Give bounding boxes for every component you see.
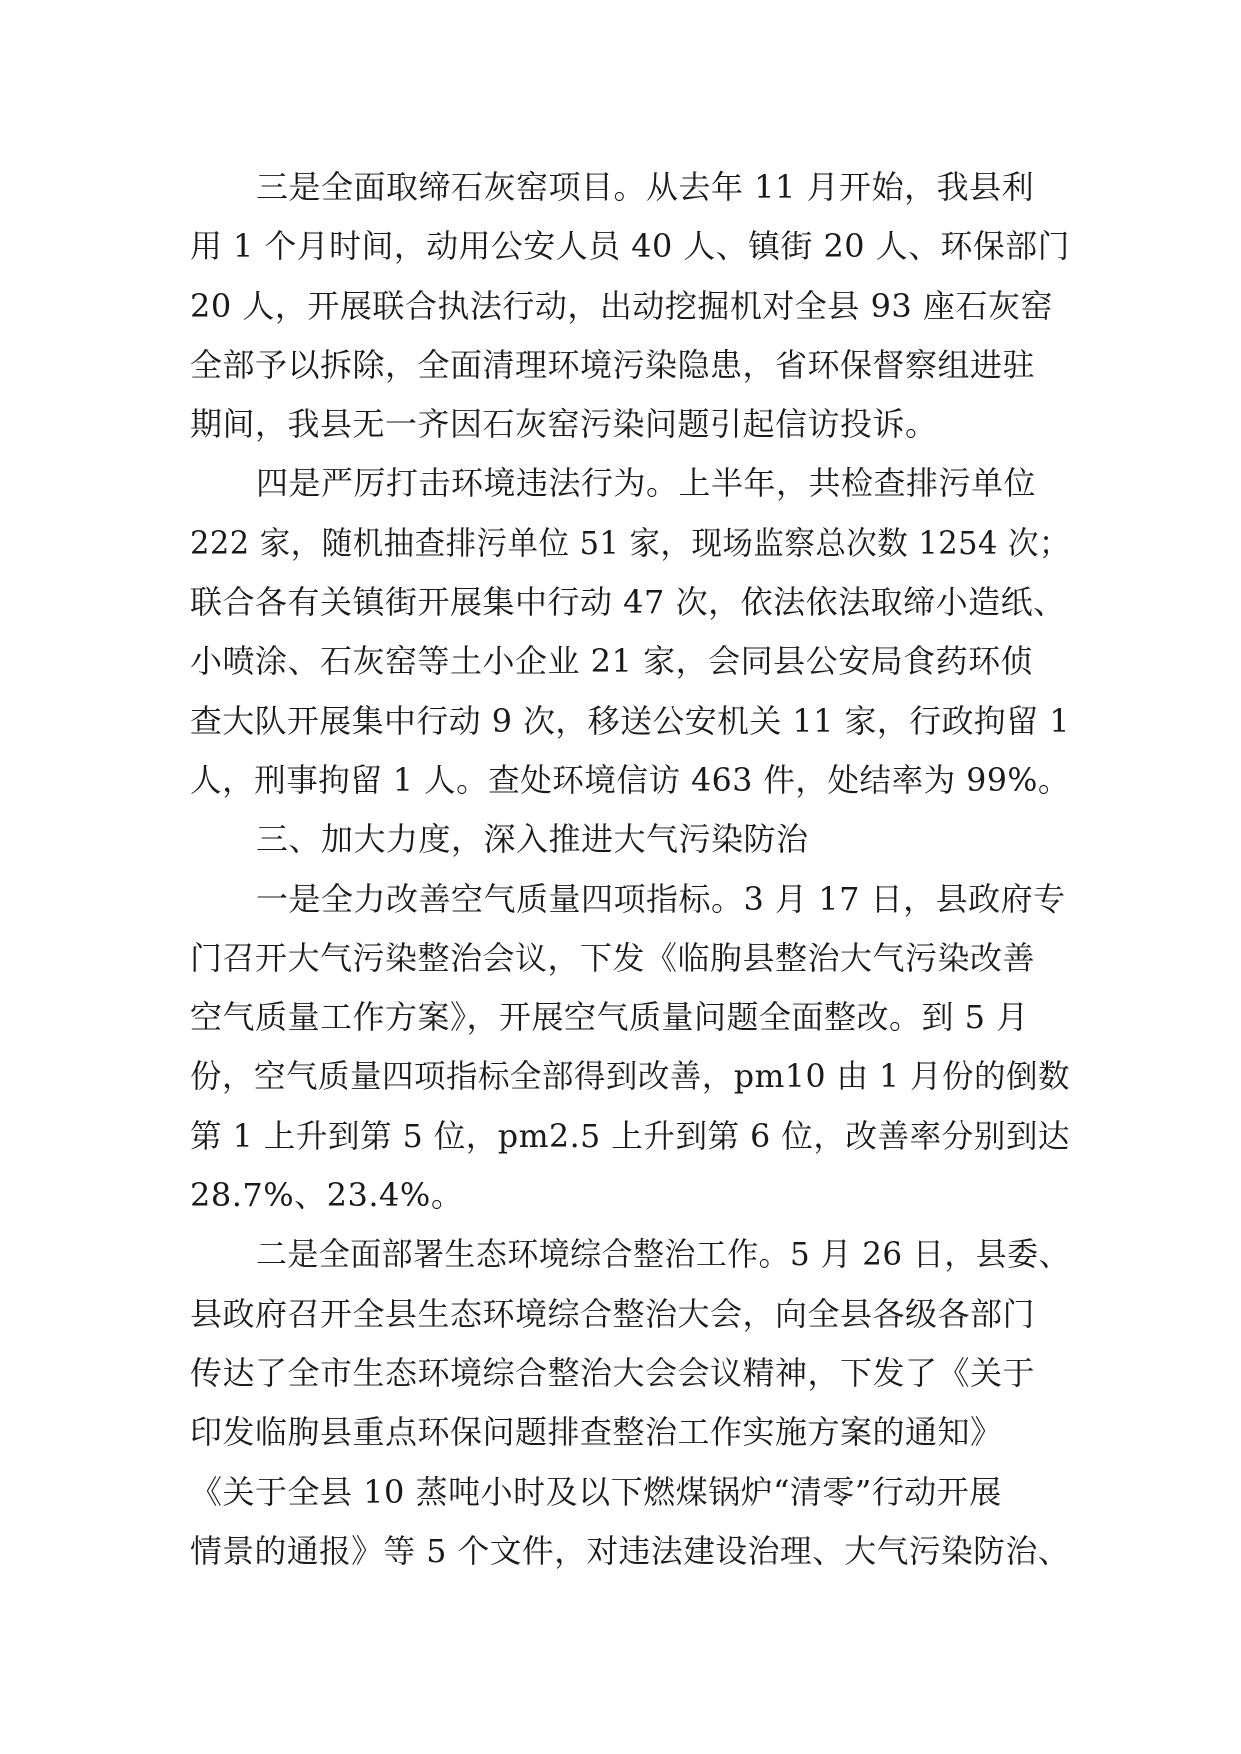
text-line: 人，刑事拘留 1 人。查处环境信访 463 件，处结率为 99%。	[190, 760, 1070, 799]
document-body	[190, 158, 1070, 1581]
text-line: 《关于全县 10 蒸吨小时及以下燃煤锅炉“清零”行动开展	[190, 1472, 1002, 1511]
text-line: 份，空气质量四项指标全部得到改善，pm10 由 1 月份的倒数	[190, 1057, 1070, 1096]
text-line: 三是全面取缔石灰窑项目。从去年 11 月开始，我县利	[256, 168, 1035, 206]
text-line: 县政府召开全县生态环境综合整治大会，向全县各级各部门	[190, 1294, 1036, 1333]
section-heading: 三、加大力度，深入推进大气污染防治	[256, 820, 809, 859]
text-line: 联合各有关镇街开展集中行动 47 次，依法依法取缔小造纸、	[190, 583, 1066, 622]
text-line: 传达了全市生态环境综合整治大会会议精神，下发了《关于	[190, 1353, 1036, 1392]
text-line: 情景的通报》等 5 个文件，对违法建设治理、大气污染防治、	[190, 1531, 1070, 1570]
text-line: 二是全面部署生态环境综合整治工作。5 月 26 日，县委、	[256, 1235, 1070, 1274]
text-line: 222 家，随机抽查排污单位 51 家，现场监察总次数 1254 次；	[190, 523, 1070, 562]
text-line: 期间，我县无一齐因石灰窑污染问题引起信访投诉。	[190, 405, 938, 444]
text-line: 印发临朐县重点环保问题排查整治工作实施方案的通知》	[190, 1413, 1003, 1452]
text-line: 小喷涂、石灰窑等土小企业 21 家，会同县公安局食药环侦	[190, 642, 1034, 681]
text-line: 用 1 个月时间，动用公安人员 40 人、镇街 20 人、环保部门	[190, 227, 1070, 266]
text-line: 空气质量工作方案》，开展空气质量问题全面整改。到 5 月	[190, 998, 1029, 1037]
text-line: 全部予以拆除，全面清理环境污染隐患，省环保督察组进驻	[190, 345, 1036, 384]
text-line: 第 1 上升到第 5 位，pm2.5 上升到第 6 位，改善率分别到达	[190, 1116, 1070, 1155]
text-line: 20 人，开展联合执法行动，出动挖掘机对全县 93 座石灰窑	[190, 286, 1053, 325]
text-line: 四是严厉打击环境违法行为。上半年，共检查排污单位	[256, 464, 1037, 503]
text-line: 28.7%、23.4%。	[190, 1176, 464, 1215]
text-line: 一是全力改善空气质量四项指标。3 月 17 日，县政府专	[256, 879, 1066, 918]
text-line: 查大队开展集中行动 9 次，移送公安机关 11 家，行政拘留 1	[190, 701, 1070, 740]
text-line: 门召开大气污染整治会议，下发《临朐县整治大气污染改善	[190, 938, 1036, 977]
